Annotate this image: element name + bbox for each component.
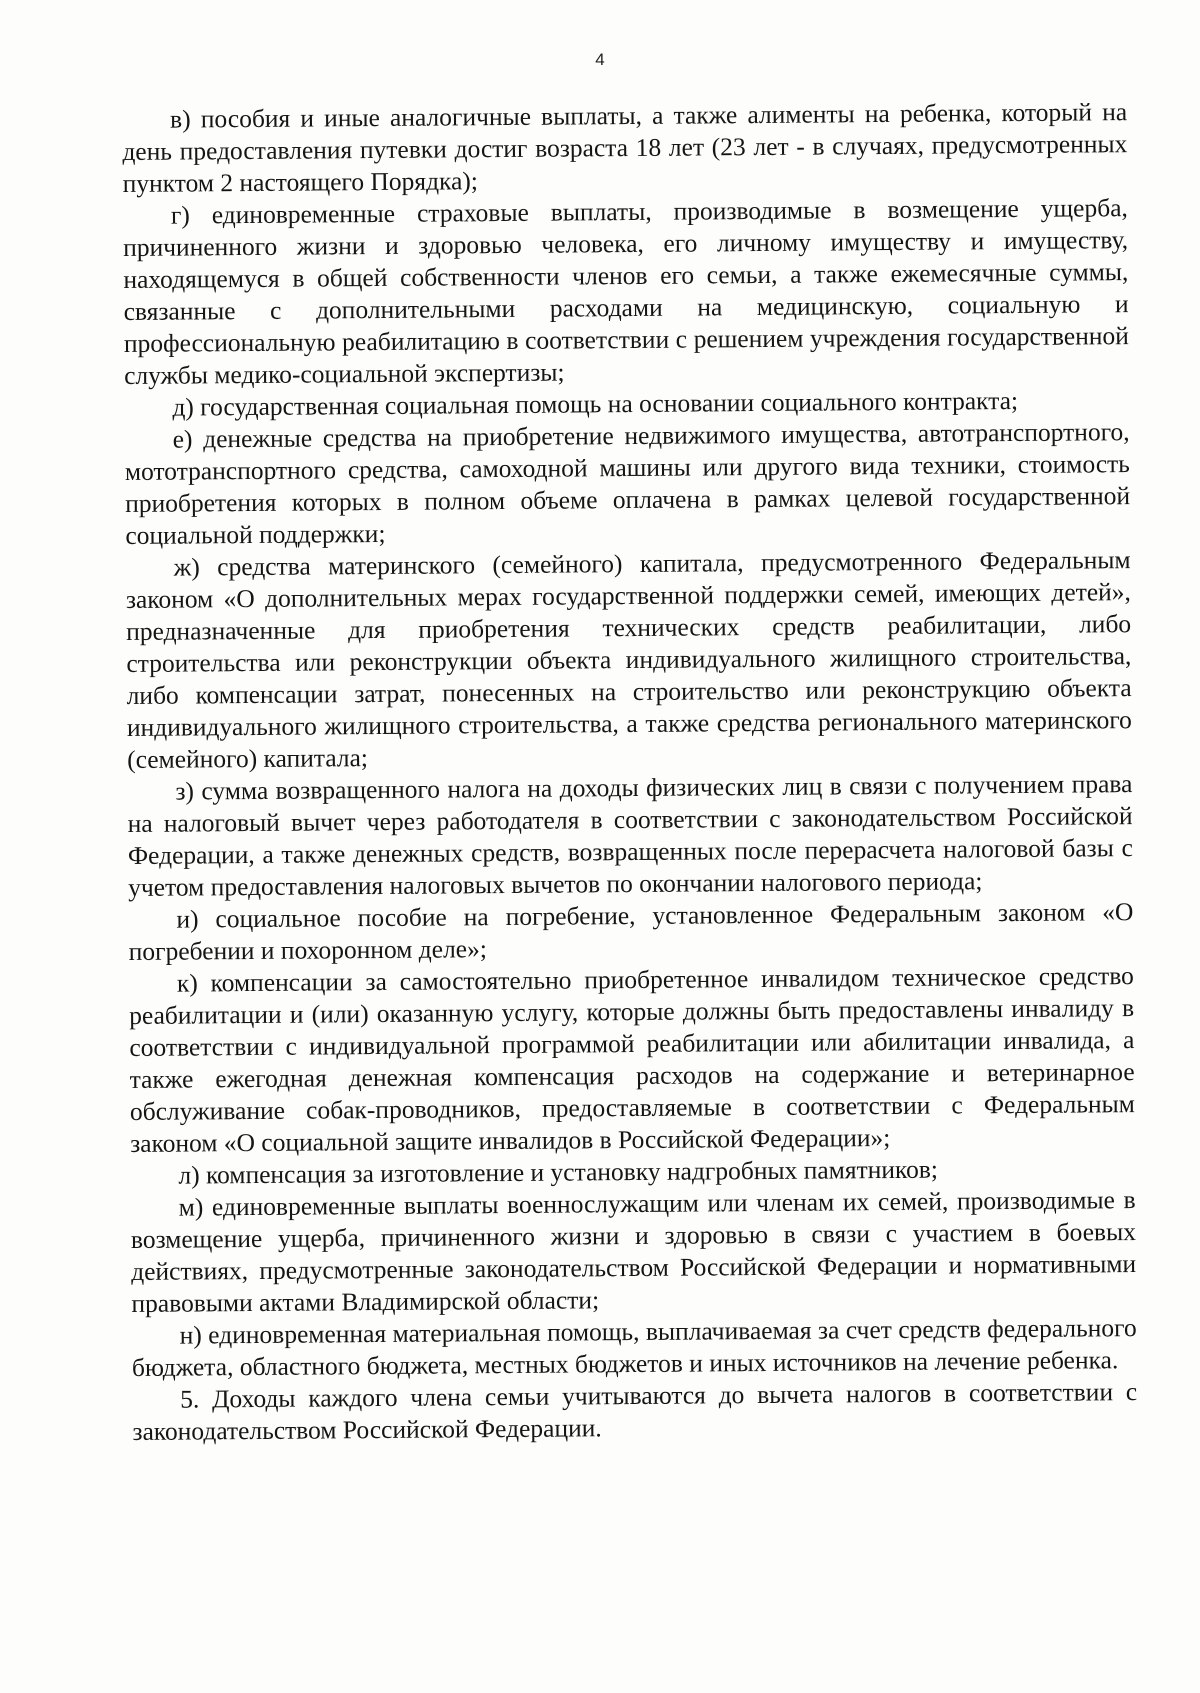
paragraph-z-tax-refund: з) сумма возвращенного налога на доходы физических лиц в связи с получением права на налоговый вычет через работодателя в соответствии с законодательством Российской Федерации, а также денежных средств, возвращенных после перерасчета налоговой базы с учетом предоставления налоговых вычетов по окончании налогового периода; [127, 769, 1133, 902]
paragraph-l-monument-compensation: л) компенсация за изготовление и установку надгробных памятников; [178, 1154, 939, 1190]
paragraph-g-insurance-payments: г) единовременные страховые выплаты, производимые в возмещение ущерба, причиненного жизни и здоровью человека, его личному имуществу и имуществу, находящемуся в общей собственности членов его семьи, а также ежемесячные суммы, связанные с дополнительными расходами на медицинскую, социальную и профессиональную реабилитацию в соответствии с решением учреждения государственной службы медико-социальной экспертизы; [123, 193, 1129, 390]
paragraph-m-military-payments: м) единовременные выплаты военнослужащим или членам их семей, производимые в возмещение ущерба, причиненного жизни и здоровью в связи с участием в боевых действиях, предусмотренные законодательством Российской Федерации и нормативными правовыми актами Владимирской области; [130, 1185, 1137, 1318]
paragraph-v-benefits: в) пособия и иные аналогичные выплаты, а также алименты на ребенка, который на день предоставления путевки достиг возраста 18 лет (23 лет - в случаях, предусмотренных пунктом 2 настоящего Порядка); [122, 97, 1128, 198]
paragraph-e-property-funds: е) денежные средства на приобретение недвижимого имущества, автотранспортного, мототранспортного средства, самоходной машины или другого вида техники, стоимость приобретения которых в полном объеме оплачена в рамках целевой государственной социальной поддержки; [124, 417, 1131, 550]
paragraph-n-material-aid: н) единовременная материальная помощь, выплачиваемая за счет средств федерального бюджета, областного бюджета, местных бюджетов и иных источников на лечение ребенка. [131, 1313, 1137, 1382]
paragraph-d-social-assistance: д) государственная социальная помощь на основании социального контракта; [172, 385, 1019, 422]
paragraph-i-burial-allowance: и) социальное пособие на погребение, установленное Федеральным законом «О погребении и похоронном деле»; [128, 897, 1134, 966]
page-number: 4 [595, 50, 605, 69]
paragraph-5-income-before-tax: 5. Доходы каждого члена семьи учитываются до вычета налогов в соответствии с законодательством Российской Федерации. [132, 1377, 1138, 1446]
document-body [122, 96, 1138, 1448]
paragraph-zh-maternity-capital: ж) средства материнского (семейного) капитала, предусмотренного Федеральным законом «О дополнительных мерах государственной поддержки семей, имеющих детей», предназначенные для приобретения технических средств реабилитации, либо строительства или реконструкции объекта индивидуального жилищного строительства, либо компенсации затрат, понесенных на строительство или реконструкцию объекта индивидуального жилищного строительства, а также средства регионального материнского (семейного) капитала; [125, 545, 1132, 774]
paragraph-k-disability-compensation: к) компенсации за самостоятельно приобретенное инвалидом техническое средство реабилитации и (или) оказанную услугу, которые должны быть предоставлены инвалиду в соответствии с индивидуальной программой реабилитации или абилитации инвалида, а также ежегодная денежная компенсация расходов на содержание и ветеринарное обслуживание собак-проводников, предоставляемые в соответствии с Федеральным законом «О социальной защите инвалидов в Российской Федерации»; [129, 961, 1135, 1158]
